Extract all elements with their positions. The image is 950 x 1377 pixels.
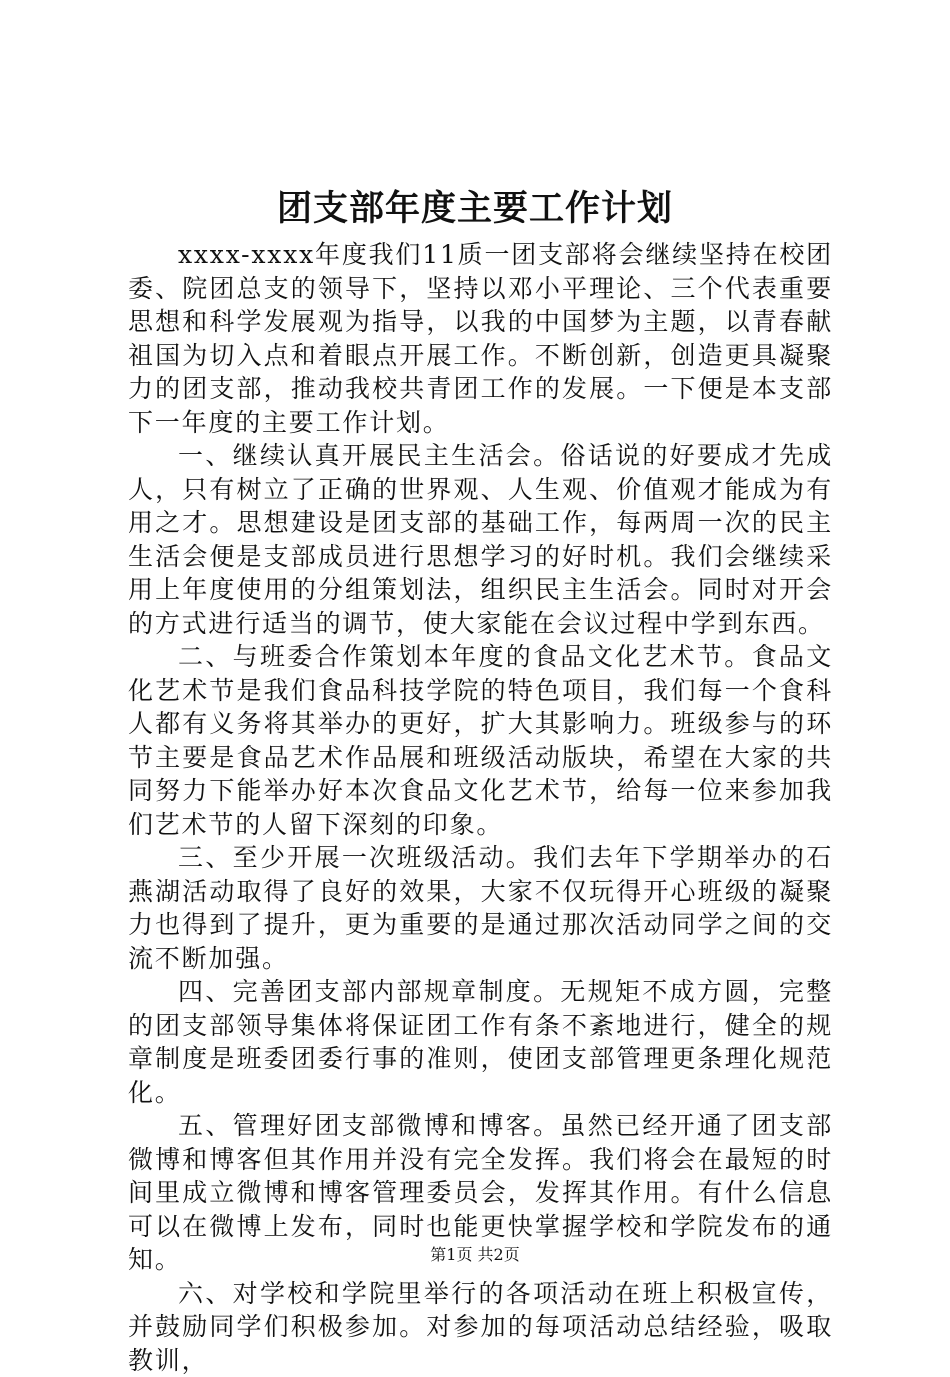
item-paragraph-3: 三、至少开展一次班级活动。我们去年下学期举办的石燕湖活动取得了良好的效果，大家不仅玩得开心班级的凝聚力也得到了提升，更为重要的是通过那次活动同学之间的交流不断加强。 xyxy=(128,841,833,975)
item-paragraph-5: 五、管理好团支部微博和博客。虽然已经开通了团支部微博和博客但其作用并没有完全发挥。我们将会在最短的时间里成立微博和博客管理委员会，发挥其作用。有什么信息可以在微博上发布，同时也能更快掌握学校和学院发布的通知。 xyxy=(128,1109,833,1277)
item-paragraph-4: 四、完善团支部内部规章制度。无规矩不成方圆，完整的团支部领导集体将保证团工作有条不紊地进行，健全的规章制度是班委团委行事的准则，使团支部管理更条理化规范化。 xyxy=(128,975,833,1109)
intro-paragraph: xxxx-xxxx年度我们11质一团支部将会继续坚持在校团委、院团总支的领导下，坚持以邓小平理论、三个代表重要思想和科学发展观为指导，以我的中国梦为主题，以青春献祖国为切入点和着眼点开展工作。不断创新，创造更具凝聚力的团支部，推动我校共青团工作的发展。一下便是本支部下一年度的主要工作计划。 xyxy=(128,238,833,439)
document-body xyxy=(128,238,833,1377)
document-title: 团支部年度主要工作计划 xyxy=(0,183,950,235)
item-paragraph-2: 二、与班委合作策划本年度的食品文化艺术节。食品文化艺术节是我们食品科技学院的特色项目，我们每一个食科人都有义务将其举办的更好，扩大其影响力。班级参与的环节主要是食品艺术作品展和班级活动版块，希望在大家的共同努力下能举办好本次食品文化艺术节，给每一位来参加我们艺术节的人留下深刻的印象。 xyxy=(128,640,833,841)
item-paragraph-1: 一、继续认真开展民主生活会。俗话说的好要成才先成人，只有树立了正确的世界观、人生观、价值观才能成为有用之才。思想建设是团支部的基础工作，每两周一次的民主生活会便是支部成员进行思想学习的好时机。我们会继续采用上年度使用的分组策划法，组织民主生活会。同时对开会的方式进行适当的调节，使大家能在会议过程中学到东西。 xyxy=(128,439,833,640)
page-number-footer: 第1页 共2页 xyxy=(0,1244,950,1266)
item-paragraph-6: 六、对学校和学院里举行的各项活动在班上积极宣传，并鼓励同学们积极参加。对参加的每项活动总结经验，吸取教训， xyxy=(128,1277,833,1377)
